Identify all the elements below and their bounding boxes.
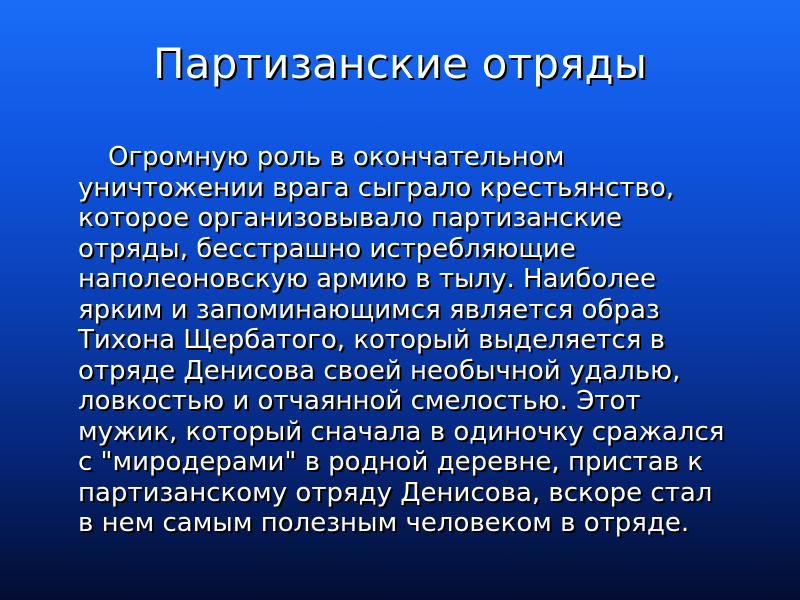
body-line: ярким и запоминающимся является образ <box>78 294 660 325</box>
body-line: отряды, бесстрашно истребляющие <box>78 233 576 264</box>
slide-body <box>78 142 768 539</box>
body-line: мужик, который сначала в одиночку сражался <box>78 416 725 447</box>
body-line: с "миродерами" в родной деревне, пристав к <box>78 447 704 477</box>
slide-title: Партизанские отряды <box>152 39 648 88</box>
body-line: которое организовывало партизанские <box>78 203 622 233</box>
body-line: Тихона Щербатого, который выделяется в <box>78 325 665 355</box>
body-line: партизанскому отряду Денисова, вскоре стал <box>78 477 713 508</box>
body-line: Огромную роль в окончательном <box>108 142 565 172</box>
body-line: отряде Денисова своей необычной удалью, <box>78 355 681 386</box>
body-line: уничтожении врага сыграло крестьянство, <box>78 172 675 203</box>
body-line: в нем самым полезным человеком в отряде. <box>78 508 690 538</box>
body-line: наполеоновскую армию в тылу. Наиболее <box>78 264 656 294</box>
body-line: ловкостью и отчаянной смелостью. Этот <box>78 386 641 416</box>
